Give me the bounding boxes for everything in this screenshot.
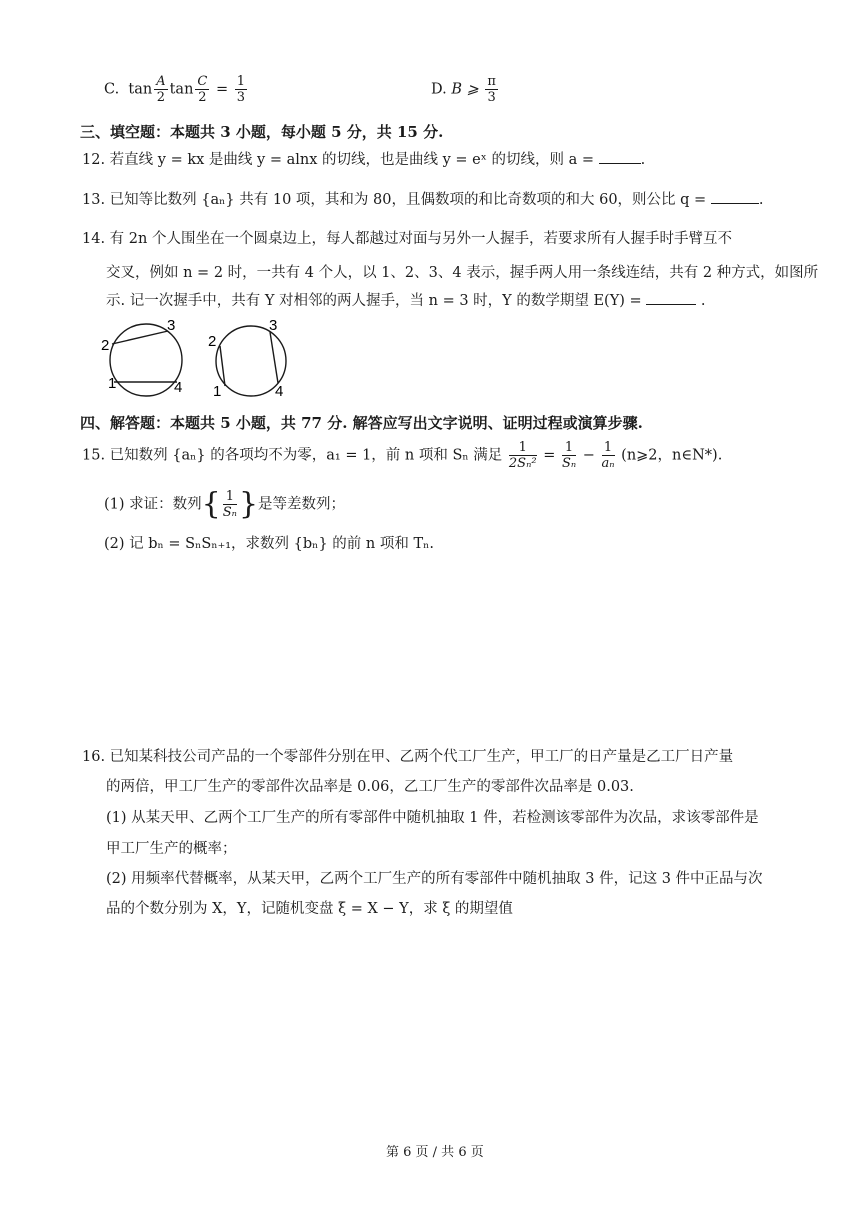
frac-1-over-sn: $\frac{1}{\text{Sₙ}}$: [222, 489, 237, 520]
question-16-line-6: 品的个数分别为 X，Y，记随机变盘 ξ = X − Y，求 ξ 的期望值: [106, 901, 513, 917]
question-16-line-5: (2) 用频率代替概率，从某天甲，乙两个工厂生产的所有零部件中随机抽取 3 件，记这 3 件中正品与次: [106, 871, 763, 887]
figure-label-4: 4: [275, 383, 284, 400]
question-13: 13. 已知等比数列 {aₙ} 共有 10 项，其和为 80，且偶数项的和比奇数项的和大 60，则公比 q = .: [82, 192, 764, 208]
question-14-line-1: 14. 有 2n 个人围坐在一个圆桌边上，每人都越过对面与另外一人握手，若要求所有人握手时手臂互不: [82, 231, 732, 247]
frac-pi-over-3: $\frac{\pi}{3}$: [487, 74, 496, 105]
question-16-line-3: (1) 从某天甲、乙两个工厂生产的所有零部件中随机抽取 1 件，若检测该零部件为次品，求该零部件是: [106, 810, 759, 826]
option-c-label: C.: [104, 81, 120, 98]
figure-label-3: 3: [269, 317, 278, 334]
figure-label-2: 2: [208, 333, 217, 350]
question-14-line-3: 示. 记一次握手中，共有 Y 对相邻的两人握手，当 n = 3 时，Y 的数学期望 E(Y) = .: [106, 293, 706, 309]
left-brace: {: [201, 486, 221, 522]
frac-1-over-sn: $\frac{1}{\text{Sₙ}}$: [561, 440, 577, 471]
figure-label-1: 1: [213, 383, 222, 400]
frac-a-over-2: $\frac{A}{2}$: [156, 74, 166, 105]
handshake-figure: [98, 316, 298, 400]
frac-c-over-2: $\frac{C}{2}$: [197, 74, 208, 105]
handshake-line-2-3: [112, 331, 168, 344]
figure-label-2: 2: [101, 337, 110, 354]
answer-blank: [646, 304, 696, 305]
page-footer: 第 6 页 / 共 6 页: [386, 1145, 484, 1160]
frac-1-over-2sn2: $\frac{1}{\text{2Sₙ²}}$: [508, 440, 537, 471]
question-15-stem: 15. 已知数列 {aₙ} 的各项均不为零，a₁ = 1，前 n 项和 Sₙ 满足 $\frac{1}{\text{2Sₙ²}}$ = $\frac{1}{\text{Sₙ}}$ − $\frac{1}{\text{aₙ}}$ (n⩾2，n∈N*).: [82, 440, 723, 471]
round-table-circle: [110, 324, 182, 396]
figure-label-3: 3: [167, 317, 176, 334]
question-16-line-2: 的两倍，甲工厂生产的零部件次品率是 0.06，乙工厂生产的零部件次品率是 0.03.: [106, 779, 634, 795]
handshake-line-2-1: [220, 346, 225, 386]
question-16-line-4: 甲工厂生产的概率；: [106, 841, 237, 857]
section-4-heading: 四、解答题：本题共 5 小题，共 77 分. 解答应写出文字说明、证明过程或演算步骤.: [80, 414, 643, 432]
q11-option-d: D. B ⩾ $\frac{\pi}{3}$: [431, 74, 496, 105]
frac-1-over-an: $\frac{1}{\text{aₙ}}$: [601, 440, 615, 471]
figure-label-4: 4: [174, 379, 183, 396]
question-12: 12. 若直线 y = kx 是曲线 y = alnx 的切线，也是曲线 y = eˣ 的切线，则 a = .: [82, 152, 646, 168]
question-14-line-2: 交叉，例如 n = 2 时，一共有 4 个人，以 1、2、3、4 表示，握手两人用一条线连结，共有 2 种方式，如图所: [106, 265, 819, 281]
question-15-part-1: (1) 求证：数列{ $\frac{1}{\text{Sₙ}}$ }是等差数列；: [104, 486, 346, 522]
option-d-label: D.: [431, 81, 447, 98]
frac-one-third: $\frac{1}{3}$: [236, 74, 246, 105]
question-15-part-2: (2) 记 bₙ = SₙSₙ₊₁，求数列 {bₙ} 的前 n 项和 Tₙ.: [104, 536, 435, 552]
q11-option-c: C. tan $\frac{A}{2}$ tan $\frac{C}{2}$ = $\frac{1}{3}$: [104, 74, 246, 105]
right-brace: }: [238, 486, 259, 522]
section-3-heading: 三、填空题：本题共 3 小题，每小题 5 分，共 15 分.: [80, 123, 444, 141]
question-16-line-1: 16. 已知某科技公司产品的一个零部件分别在甲、乙两个代工厂生产，甲工厂的日产量是乙工厂日产量: [82, 749, 734, 765]
handshake-diagram-2: [208, 317, 286, 400]
handshake-diagram-1: [101, 317, 182, 396]
handshake-line-3-4: [270, 332, 278, 383]
figure-label-1: 1: [108, 375, 117, 392]
answer-blank: [711, 203, 759, 204]
answer-blank: [599, 163, 641, 164]
